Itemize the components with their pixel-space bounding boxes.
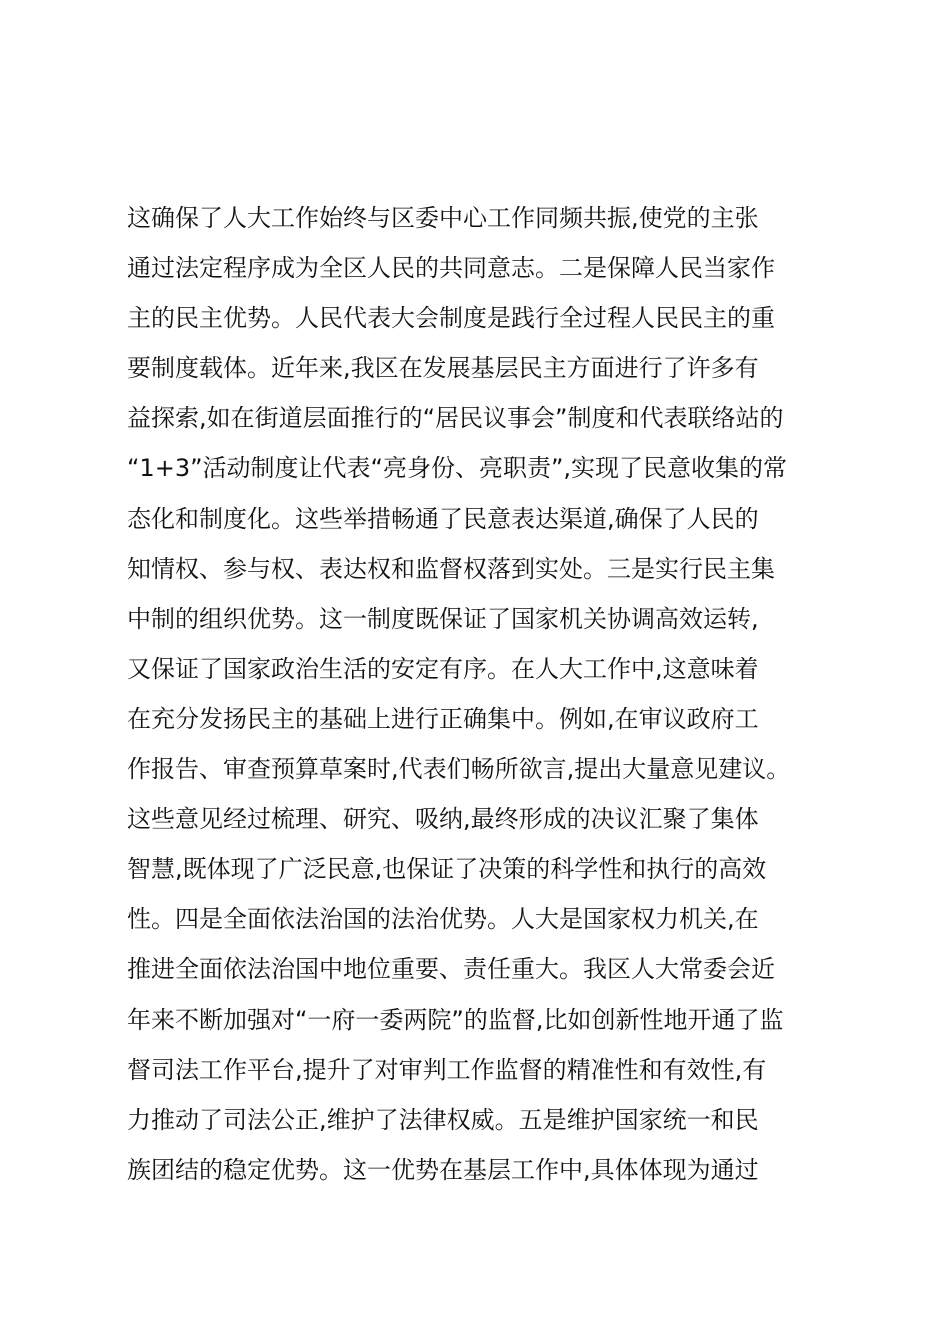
- text-line: 族团结的稳定优势。这一优势在基层工作中,具体体现为通过: [127, 1155, 759, 1184]
- text-line: 通过法定程序成为全区人民的共同意志。二是保障人民当家作: [127, 254, 775, 283]
- body-paragraph: [127, 193, 827, 1195]
- text-line: 又保证了国家政治生活的安定有序。在人大工作中,这意味着: [127, 654, 759, 683]
- text-line: 中制的组织优势。这一制度既保证了国家机关协调高效运转,: [127, 604, 759, 633]
- text-line: 推进全面依法治国中地位重要、责任重大。我区人大常委会近: [127, 955, 775, 984]
- text-line: 主的民主优势。人民代表大会制度是践行全过程人民民主的重: [127, 304, 775, 333]
- text-line: 督司法工作平台,提升了对审判工作监督的精准性和有效性,有: [127, 1055, 767, 1084]
- text-line: 这些意见经过梳理、研究、吸纳,最终形成的决议汇聚了集体: [127, 805, 759, 834]
- text-line: 知情权、参与权、表达权和监督权落到实处。三是实行民主集: [127, 554, 775, 583]
- text-line: 年来不断加强对“一府一委两院”的监督,比如创新性地开通了监: [127, 1005, 784, 1034]
- text-line: 这确保了人大工作始终与区委中心工作同频共振,使党的主张: [127, 204, 759, 232]
- text-line: 在充分发扬民主的基础上进行正确集中。例如,在审议政府工: [127, 704, 759, 733]
- text-line: 作报告、审查预算草案时,代表们畅所欲言,提出大量意见建议。: [127, 755, 791, 784]
- text-line: 益探索,如在街道层面推行的“居民议事会”制度和代表联络站的: [127, 404, 784, 433]
- text-line: 要制度载体。近年来,我区在发展基层民主方面进行了许多有: [127, 354, 759, 383]
- text-line: 智慧,既体现了广泛民意,也保证了决策的科学性和执行的高效: [127, 855, 767, 884]
- text-line: “1+3”活动制度让代表“亮身份、亮职责”,实现了民意收集的常: [127, 454, 788, 483]
- text-line: 力推动了司法公正,维护了法律权威。五是维护国家统一和民: [127, 1105, 759, 1134]
- text-line: 态化和制度化。这些举措畅通了民意表达渠道,确保了人民的: [127, 504, 759, 533]
- text-line: 性。四是全面依法治国的法治优势。人大是国家权力机关,在: [127, 905, 759, 934]
